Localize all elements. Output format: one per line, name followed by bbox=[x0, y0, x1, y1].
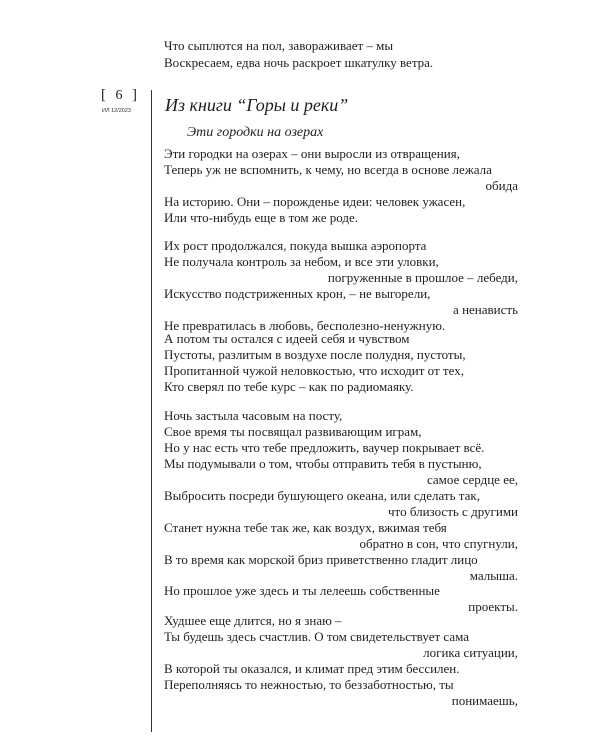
previous-stanza-line-1: Что сыплются на пол, завораживает – мы bbox=[164, 38, 394, 53]
poem-line: А потом ты остался с идеей себя и чувством bbox=[164, 331, 410, 346]
poem-line: погруженные в прошлое – лебеди, bbox=[327, 269, 518, 285]
poem-line: что близость с другими bbox=[388, 503, 518, 519]
poem-line: Не получала контроль за небом, и все эти уловки, bbox=[164, 253, 439, 269]
poem-line: проекты. bbox=[468, 599, 518, 615]
poem-line: Худшее еще длится, но я знаю – bbox=[164, 613, 342, 628]
poem-line: Ты будешь здесь счастлив. О том свидетельствует сама bbox=[164, 628, 470, 644]
poem-line: Переполняясь то нежностью, то беззаботностью, ты bbox=[164, 676, 454, 692]
poem-line: обида bbox=[485, 177, 518, 193]
poem-line: Кто сверял по тебе курс – как по радиомаяку. bbox=[164, 378, 414, 394]
poem-line: Станет нужна тебе так же, как воздух, вжимая тебя bbox=[164, 519, 447, 535]
journal-issue-label: ИЛ 12/2023 bbox=[102, 108, 131, 114]
page-number-value: 6 bbox=[115, 88, 124, 103]
poem-line: Или что-нибудь еще в том же роде. bbox=[164, 209, 358, 225]
bracket-right: ] bbox=[132, 87, 138, 103]
poem-line: Пустоты, разлитым в воздухе после полудня, пустоты, bbox=[164, 346, 466, 362]
poem-line: Но у нас есть что тебе предложить, ваучер покрывает всё. bbox=[164, 439, 485, 455]
poem-line: Искусство подстриженных крон, – не выгорели, bbox=[164, 285, 431, 301]
bracket-left: [ bbox=[101, 87, 107, 103]
poem-line: обратно в сон, что спугнули, bbox=[359, 535, 518, 551]
poem-line: малыша. bbox=[469, 567, 518, 583]
poem-line: Не превратилась в любовь, бесполезно-ненужную. bbox=[164, 317, 446, 333]
poem-line: самое сердце ее, bbox=[426, 471, 518, 487]
poem-line: Ночь застыла часовым на посту, bbox=[164, 408, 343, 423]
poem-line: Но прошлое уже здесь и ты лелеешь собственные bbox=[164, 583, 440, 599]
poem-line: Теперь уж не вспомнить, к чему, но всегда в основе лежала bbox=[164, 161, 492, 177]
poem-line: Пропитанной чужой неловкостью, что исходит от тех, bbox=[164, 362, 464, 378]
poem-line: Эти городки на озерах – они выросли из отвращения, bbox=[164, 146, 460, 161]
poem-title: Эти городки на озерах bbox=[187, 125, 324, 140]
previous-stanza-line-2: Воскресаем, едва ночь раскроет шкатулку ветра. bbox=[164, 55, 434, 70]
poem-line: Их рост продолжался, покуда вышка аэропорта bbox=[164, 238, 427, 253]
poem-line: логика ситуации, bbox=[423, 644, 518, 660]
poem-line: понимаешь, bbox=[451, 692, 518, 708]
poem-line: В то время как морской бриз приветственно гладит лицо bbox=[164, 551, 478, 567]
poem-line: а ненависть bbox=[453, 301, 518, 317]
poem-line: Мы подумывали о том, чтобы отправить тебя в пустыню, bbox=[164, 455, 482, 471]
poem-line: Выбросить посреди бушующего океана, или сделать так, bbox=[164, 488, 480, 503]
poem-line: В которой ты оказался, и климат пред этим бессилен. bbox=[164, 660, 460, 676]
margin-rule bbox=[151, 90, 152, 732]
poem-line: На историю. Они – порожденье идеи: человек ужасен, bbox=[164, 193, 466, 209]
section-title: Из книги “Горы и реки” bbox=[165, 95, 349, 115]
page-number bbox=[101, 87, 138, 104]
poem-line: Свое время ты посвящал развивающим играм, bbox=[164, 423, 422, 439]
